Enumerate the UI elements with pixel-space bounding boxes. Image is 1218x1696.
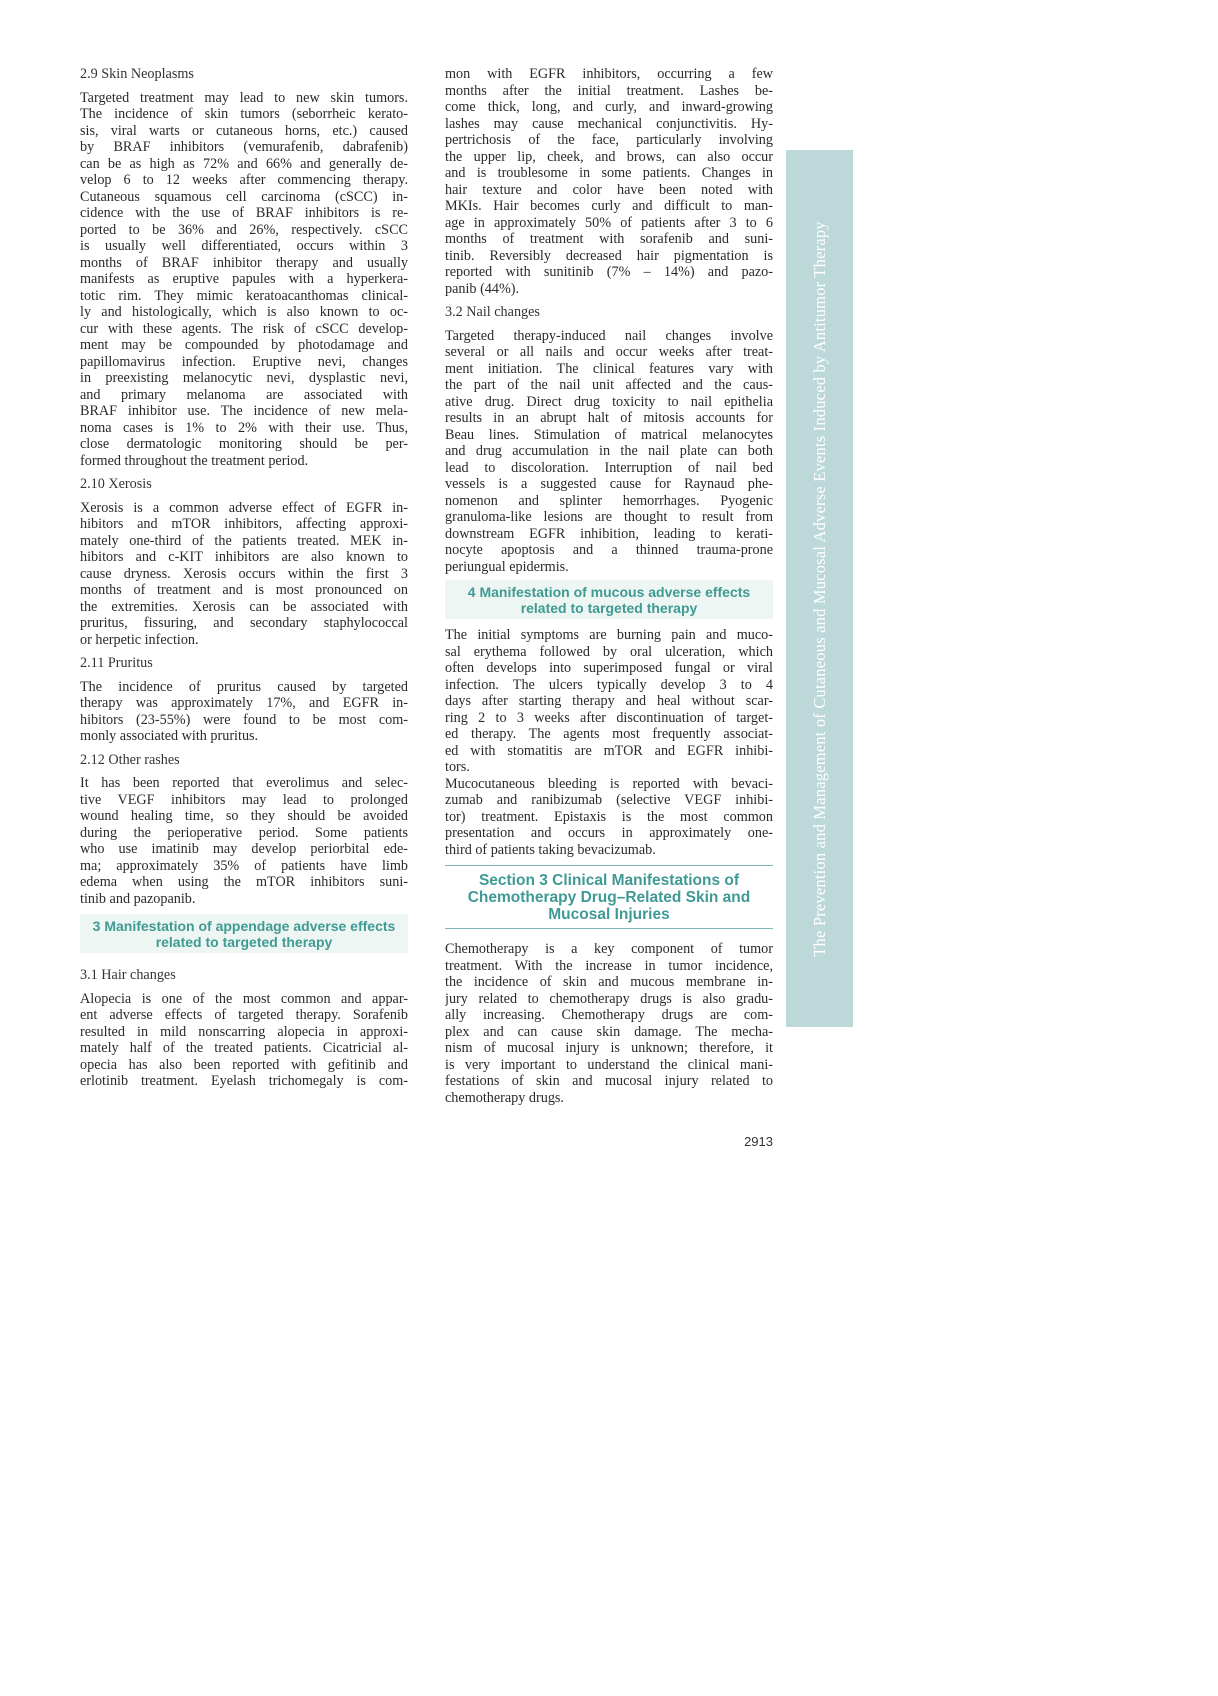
heading-3-appendage-box (80, 914, 408, 953)
heading-2-11: 2.11 Pruritus (80, 655, 153, 671)
text-line: The incidence of skin tumors (seborrheic kerato- (80, 106, 408, 122)
paragraph-chemotherapy-intro (445, 941, 773, 1106)
text-line: or herpetic infection. (80, 631, 199, 648)
section-3-heading-line: Chemotherapy Drug–Related Skin and (467, 889, 751, 906)
text-line: tive VEGF inhibitors may lead to prolonged (80, 791, 408, 808)
text-line: hibitors and c-KIT inhibitors are also known to (80, 549, 408, 565)
text-line: downstream EGFR inhibition, leading to kerati- (445, 525, 773, 542)
heading-4-line: 4 Manifestation of mucous adverse effects (467, 584, 751, 600)
heading-3-2: 3.2 Nail changes (445, 304, 540, 320)
text-line: cause dryness. Xerosis occurs within the first 3 (80, 565, 408, 582)
text-line: Chemotherapy is a key component of tumor (445, 941, 773, 957)
text-line: ed with stomatitis are mTOR and EGFR inhibi- (445, 742, 773, 759)
text-line: mately half of the treated patients. Cicatricial al- (80, 1040, 408, 1056)
heading-2-12: 2.12 Other rashes (80, 751, 180, 768)
heading-3-1: 3.1 Hair changes (80, 967, 176, 983)
text-line: Alopecia is one of the most common and appar- (80, 990, 408, 1007)
text-line: jury related to chemotherapy drugs is also gradu- (445, 990, 773, 1007)
text-line: presentation and occurs in approximately one- (445, 825, 773, 841)
text-line: treatment. With the increase in tumor incidence, (445, 957, 773, 974)
text-line: in preexisting melanocytic nevi, dysplastic nevi, (80, 370, 408, 386)
paragraph-xerosis (80, 500, 408, 649)
text-line: months after the initial treatment. Lashes be- (445, 82, 773, 99)
text-line: MKIs. Hair becomes curly and difficult to man- (445, 198, 773, 214)
text-line: is usually well differentiated, occurs within 3 (80, 238, 408, 254)
text-line: pruritus, fissuring, and secondary staphylococcal (80, 615, 408, 631)
paragraph-mucocutaneous-bleeding (445, 776, 773, 859)
paragraph-pruritus (80, 679, 408, 745)
text-line: nism of mucosal injury is unknown; therefore, it (445, 1040, 773, 1056)
right-column (445, 66, 773, 1113)
text-line: tinib. Reversibly decreased hair pigmentation is (445, 247, 773, 264)
text-line: lead to discoloration. Interruption of nail bed (445, 459, 773, 476)
text-line: ent adverse effects of targeted therapy. Sorafenib (80, 1007, 408, 1023)
text-line: granuloma-like lesions are thought to result from (445, 509, 773, 525)
text-line: results in an abrupt halt of mitosis accounts for (445, 410, 773, 426)
paragraph-nail-changes (445, 328, 773, 576)
text-line: months of BRAF inhibitor therapy and usually (80, 254, 408, 271)
text-line: Xerosis is a common adverse effect of EGFR in- (80, 499, 408, 516)
text-line: lashes may cause mechanical conjunctivitis. Hy- (445, 115, 773, 132)
text-line: by BRAF inhibitors (vemurafenib, dabrafenib) (80, 139, 408, 155)
text-line: is very important to understand the clinical mani- (445, 1056, 773, 1073)
text-line: It has been reported that everolimus and selec- (80, 775, 408, 791)
text-line: cur with these agents. The risk of cSCC develop- (80, 320, 408, 337)
paragraph-other-rashes (80, 775, 408, 907)
paragraph-mucous-symptoms (445, 627, 773, 776)
text-line: vessels is a suggested cause for Raynaud phe- (445, 476, 773, 492)
text-line: velop 6 to 12 weeks after commencing therapy. (80, 172, 408, 188)
text-line: during the perioperative period. Some patients (80, 824, 408, 841)
text-line: tors. (445, 759, 470, 775)
text-line: plex and can cause skin damage. The mecha- (445, 1023, 773, 1040)
heading-4-line: related to targeted therapy (520, 600, 698, 616)
text-line: monly associated with pruritus. (80, 728, 259, 744)
text-line: formed throughout the treatment period. (80, 452, 309, 469)
text-line: Targeted treatment may lead to new skin tumors. (80, 89, 408, 106)
text-line: tor) treatment. Epistaxis is the most common (445, 808, 773, 825)
running-title-band (786, 150, 853, 1027)
text-line: ed therapy. The agents most frequently associat- (445, 726, 773, 742)
text-line: Targeted therapy-induced nail changes involve (445, 327, 773, 344)
text-line: cidence with the use of BRAF inhibitors is re- (80, 205, 408, 221)
text-line: The incidence of pruritus caused by targeted (80, 678, 408, 695)
text-line: days after starting therapy and heal without scar- (445, 693, 773, 709)
text-line: often develops into superimposed fungal or viral (445, 660, 773, 676)
paragraph-hair-changes (80, 991, 408, 1090)
text-line: who use imatinib may develop periorbital ede- (80, 841, 408, 857)
text-line: zumab and ranibizumab (selective VEGF inhibi- (445, 792, 773, 808)
text-line: and drug accumulation in the nail plate can both (445, 443, 773, 459)
text-line: nomenon and splinter hemorrhages. Pyogenic (445, 492, 773, 509)
text-line: BRAF inhibitor use. The incidence of new mela- (80, 403, 408, 419)
text-line: papillomavirus infection. Eruptive nevi, changes (80, 353, 408, 370)
text-line: ma; approximately 35% of patients have limb (80, 857, 408, 874)
text-line: ported to be 36% and 26%, respectively. cSCC (80, 221, 408, 238)
text-line: chemotherapy drugs. (445, 1089, 564, 1106)
text-line: pertrichosis of the face, particularly involving (445, 132, 773, 148)
section-3-heading-line: Section 3 Clinical Manifestations of (478, 872, 740, 889)
text-line: wound healing time, so they should be avoided (80, 808, 408, 824)
text-line: Mucocutaneous bleeding is reported with bevaci- (445, 775, 773, 792)
text-line: noma cases is 1% to 2% with their use. Thus, (80, 419, 408, 436)
text-line: reported with sunitinib (7% – 14%) and pazo- (445, 264, 773, 280)
text-line: hair texture and color have been noted with (445, 181, 773, 198)
section-3-heading-line: Mucosal Injuries (548, 906, 670, 923)
text-line: erlotinib treatment. Eyelash trichomegaly is com- (80, 1073, 408, 1089)
page-number: 2913 (744, 1134, 773, 1149)
text-line: the part of the nail unit affected and the caus- (445, 377, 773, 393)
paragraph-skin-neoplasms (80, 90, 408, 470)
text-line: age in approximately 50% of patients after 3 to 6 (445, 214, 773, 231)
text-line: and primary melanoma are associated with (80, 386, 408, 403)
text-line: manifests as eruptive papules with a hyperkera- (80, 271, 408, 287)
text-line: mately one-third of the patients treated. MEK in- (80, 532, 408, 549)
text-line: mon with EGFR inhibitors, occurring a few (445, 66, 773, 82)
text-line: can be as high as 72% and 66% and generally de- (80, 155, 408, 172)
text-line: resulted in mild nonscarring alopecia in approxi- (80, 1023, 408, 1040)
text-line: sis, viral warts or cutaneous horns, etc.) caused (80, 122, 408, 139)
text-line: ally increasing. Chemotherapy drugs are com- (445, 1007, 773, 1023)
text-line: Beau lines. Stimulation of matrical melanocytes (445, 426, 773, 443)
heading-3-line: related to targeted therapy (155, 934, 333, 950)
text-line: ment initiation. The clinical features vary with (445, 360, 773, 377)
text-line: several or all nails and occur weeks after treat- (445, 344, 773, 360)
text-line: periungual epidermis. (445, 558, 569, 575)
text-line: infection. The ulcers typically develop 3 to 4 (445, 676, 773, 693)
text-line: the extremities. Xerosis can be associated with (80, 598, 408, 615)
heading-4-mucous-box (445, 580, 773, 619)
heading-2-10: 2.10 Xerosis (80, 476, 152, 492)
section-3-heading (445, 865, 773, 929)
text-line: close dermatologic monitoring should be per- (80, 436, 408, 452)
text-line: nocyte apoptosis and a thinned trauma-prone (445, 542, 773, 558)
text-line: months of treatment with sorafenib and suni- (445, 231, 773, 247)
text-line: the incidence of skin and mucous membrane in- (445, 974, 773, 990)
text-line: and is troublesome in some patients. Changes in (445, 165, 773, 181)
text-line: ly and histologically, which is also known to oc- (80, 304, 408, 320)
text-line: third of patients taking bevacizumab. (445, 841, 656, 858)
text-line: edema when using the mTOR inhibitors suni- (80, 874, 408, 890)
text-line: ring 2 to 3 weeks after discontinuation of target- (445, 709, 773, 726)
heading-3-line: 3 Manifestation of appendage adverse effects (92, 918, 396, 934)
text-line: therapy was approximately 17%, and EGFR in- (80, 695, 408, 711)
text-line: totic rim. They mimic keratoacanthomas clinical- (80, 287, 408, 304)
running-title: The Prevention and Management of Cutaneous and Mucosal Adverse Events Induced by Antitumor Therapy (809, 220, 829, 957)
text-line: ative drug. Direct drug toxicity to nail epithelia (445, 393, 773, 410)
text-line: tinib and pazopanib. (80, 890, 196, 907)
text-line: the upper lip, cheek, and brows, can also occur (445, 148, 773, 165)
text-line: months of treatment and is most pronounced on (80, 582, 408, 598)
text-line: panib (44%). (445, 280, 520, 297)
text-line: festations of skin and mucosal injury related to (445, 1073, 773, 1089)
text-line: hibitors (23-55%) were found to be most com- (80, 711, 408, 728)
text-line: ment may be compounded by photodamage and (80, 337, 408, 353)
text-line: Cutaneous squamous cell carcinoma (cSCC) in- (80, 188, 408, 205)
left-column (80, 66, 408, 1097)
text-line: come thick, long, and curly, and inward-growing (445, 99, 773, 115)
text-line: opecia has also been reported with gefitinib and (80, 1056, 408, 1073)
paragraph-hair-changes-continued (445, 66, 773, 297)
text-line: sal erythema followed by oral ulceration, which (445, 643, 773, 660)
text-line: hibitors and mTOR inhibitors, affecting approxi- (80, 516, 408, 532)
text-line: The initial symptoms are burning pain and muco- (445, 627, 773, 643)
heading-2-9: 2.9 Skin Neoplasms (80, 66, 194, 82)
